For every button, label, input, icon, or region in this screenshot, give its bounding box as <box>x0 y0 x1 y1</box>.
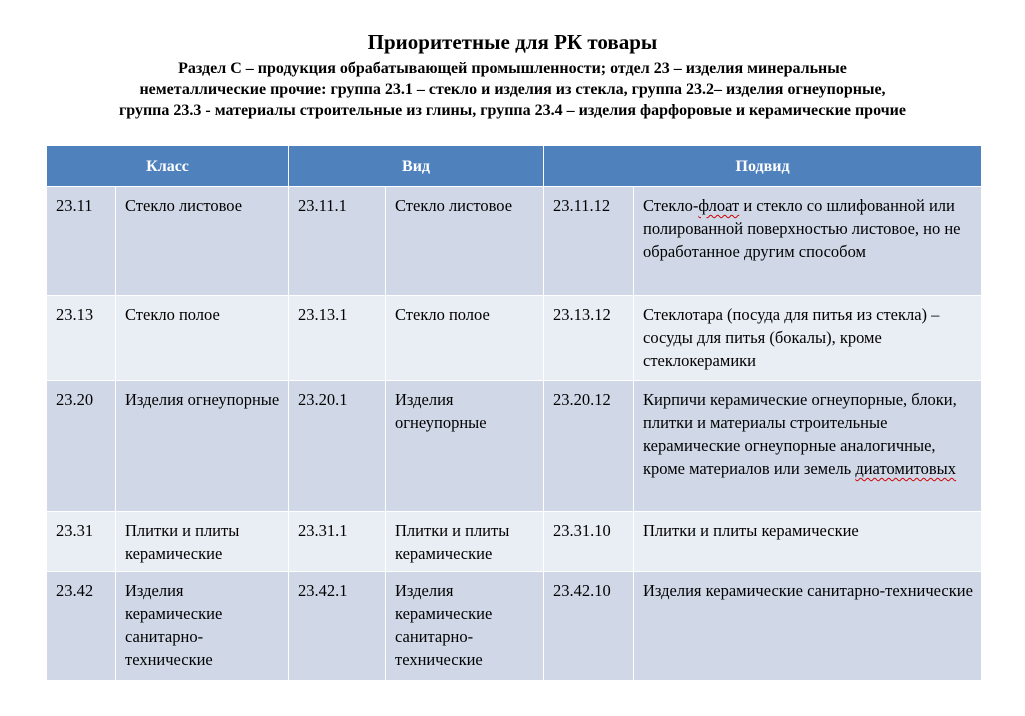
class-code-cell: 23.20 <box>47 381 116 512</box>
spellcheck-marked-word: диатомитовых <box>855 459 957 478</box>
subtype-text-lead: Кирпичи керамические огнеупорные, блоки, плитки и материалы строительные керамические огнеупорные аналогичные, кроме материалов или земель <box>643 390 957 478</box>
class-name-cell: Плитки и плиты керамические <box>116 512 289 572</box>
table-row <box>47 572 982 681</box>
table-header-row <box>47 146 982 187</box>
type-name-cell: Изделия огнеупорные <box>386 381 544 512</box>
subtype-code-cell: 23.20.12 <box>544 381 634 512</box>
subtype-code-cell: 23.42.10 <box>544 572 634 681</box>
subtype-name-cell <box>634 187 982 296</box>
column-header-subtype: Подвид <box>544 146 982 187</box>
subtype-name-cell: Изделия керамические санитарно-технические <box>634 572 982 681</box>
subtype-name-cell <box>634 381 982 512</box>
type-name-cell: Стекло полое <box>386 296 544 381</box>
class-code-cell: 23.11 <box>47 187 116 296</box>
type-code-cell: 23.42.1 <box>289 572 386 681</box>
type-code-cell: 23.31.1 <box>289 512 386 572</box>
class-name-cell: Стекло листовое <box>116 187 289 296</box>
table-row <box>47 187 982 296</box>
subtype-text-lead: Стекло- <box>643 196 699 215</box>
table-row <box>47 296 982 381</box>
type-code-cell: 23.20.1 <box>289 381 386 512</box>
column-header-type: Вид <box>289 146 544 187</box>
table-row <box>47 381 982 512</box>
subtitle-line-3: группа 23.3 - материалы строительные из глины, группа 23.4 – изделия фарфоровые и керамические прочие <box>118 102 906 119</box>
page-subtitle <box>0 58 1025 121</box>
subtype-name-cell: Стеклотара (посуда для питья из стекла) – сосуды для питья (бокалы), кроме стеклокерамики <box>634 296 982 381</box>
class-code-cell: 23.13 <box>47 296 116 381</box>
page-title: Приоритетные для РК товары <box>367 30 658 54</box>
subtype-text-rest: и стекло со шлифованной или полированной поверхностью листовое, но не обработанное другим способом <box>643 196 961 261</box>
class-name-cell: Изделия керамические санитарно-технические <box>116 572 289 681</box>
document-header <box>0 30 1025 121</box>
type-name-cell: Изделия керамические санитарно-технические <box>386 572 544 681</box>
class-code-cell: 23.42 <box>47 572 116 681</box>
column-header-class: Класс <box>47 146 289 187</box>
class-name-cell: Изделия огнеупорные <box>116 381 289 512</box>
class-code-cell: 23.31 <box>47 512 116 572</box>
subtype-code-cell: 23.11.12 <box>544 187 634 296</box>
type-code-cell: 23.13.1 <box>289 296 386 381</box>
type-name-cell: Плитки и плиты керамические <box>386 512 544 572</box>
type-code-cell: 23.11.1 <box>289 187 386 296</box>
table-row <box>47 512 982 572</box>
subtype-code-cell: 23.13.12 <box>544 296 634 381</box>
class-name-cell: Стекло полое <box>116 296 289 381</box>
subtype-code-cell: 23.31.10 <box>544 512 634 572</box>
subtitle-line-2: неметаллические прочие: группа 23.1 – стекло и изделия из стекла, группа 23.2– изделия огнеупорные, <box>139 81 886 98</box>
type-name-cell: Стекло листовое <box>386 187 544 296</box>
product-table <box>46 145 982 681</box>
spellcheck-marked-word: флоат <box>698 196 740 215</box>
subtitle-line-1: Раздел С – продукция обрабатывающей промышленности; отдел 23 – изделия минеральные <box>178 60 847 77</box>
subtype-name-cell: Плитки и плиты керамические <box>634 512 982 572</box>
